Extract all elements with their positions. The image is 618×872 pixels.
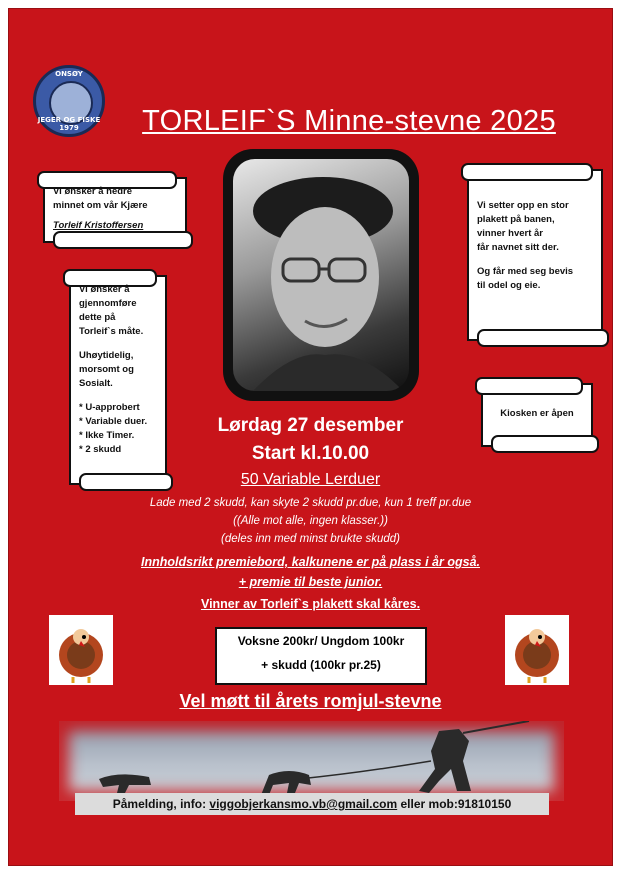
kiosk-text: Kiosken er åpen — [500, 408, 574, 419]
contact-info — [75, 793, 549, 815]
scroll-text: gjennomføre — [79, 298, 137, 309]
portrait-frame — [223, 149, 419, 401]
scroll-text: Torleif`s måte. — [79, 326, 144, 337]
scroll-text: til odel og eie. — [477, 280, 541, 291]
honoree-name: Torleif Kristoffersen — [53, 220, 144, 231]
scroll-curl — [53, 231, 193, 249]
scroll-text: Uhøytidelig, — [79, 350, 134, 361]
prize-line: Innholdsrikt premiebord, kalkunene er på plass i år også. — [141, 555, 480, 569]
portrait-photo — [233, 159, 409, 391]
scroll-text: dette på — [79, 312, 116, 323]
scroll-curl — [475, 377, 583, 395]
scroll-plaque — [467, 169, 603, 341]
rule-item: * Variable duer. — [79, 416, 148, 427]
rule-line: (deles inn med minst brukte skudd) — [221, 533, 400, 545]
email-link[interactable]: viggobjerkansmo.vb@gmail.com — [209, 797, 398, 811]
club-logo — [33, 65, 105, 137]
hunter-silhouette — [59, 721, 564, 801]
rule-item: * U-approbert — [79, 402, 140, 413]
price-line: + skudd (100kr pr.25) — [261, 658, 381, 672]
rule-item: * Ikke Timer. — [79, 430, 135, 441]
rule-line: Lade med 2 skudd, kan skyte 2 skudd pr.due, kun 1 treff pr.due — [149, 497, 472, 509]
scroll-curl — [477, 329, 609, 347]
start-time: Start kl.10.00 — [251, 443, 370, 464]
scroll-text: Og får med seg bevis — [477, 266, 574, 277]
page-title: TORLEIF`S Minne-stevne 2025 — [142, 105, 556, 137]
portrait-illustration — [233, 159, 409, 391]
scroll-text: Vi ønsker å — [79, 284, 130, 295]
scroll-text: Vi ønsker å hedre — [53, 186, 133, 197]
scroll-text: minnet om vår Kjære — [53, 200, 148, 211]
scroll-text: Vi setter opp en stor — [477, 200, 569, 211]
contact-phone: eller mob:91810150 — [397, 797, 512, 811]
scroll-text: Sosialt. — [79, 378, 113, 389]
scroll-rules — [69, 275, 167, 485]
prize-line: + premie til beste junior. — [238, 575, 383, 589]
scroll-text: får navnet sitt der. — [477, 242, 559, 253]
price-line: Voksne 200kr/ Ungdom 100kr — [237, 634, 405, 648]
scroll-text: plakett på banen, — [477, 214, 555, 225]
price-box — [215, 627, 427, 685]
contact-prefix: Påmelding, info: — [112, 797, 210, 811]
logo-top-text: ONSØY — [55, 70, 83, 78]
hunter-banner — [59, 721, 564, 801]
turkey-icon — [505, 615, 569, 685]
winner-line: Vinner av Torleif`s plakett skal kåres. — [200, 597, 421, 611]
rule-item: * 2 skudd — [79, 444, 122, 455]
poster — [8, 8, 613, 866]
turkey-icon — [49, 615, 113, 685]
event-date: Lørdag 27 desember — [217, 415, 404, 436]
welcome-text: Vel møtt til årets romjul-stevne — [179, 691, 442, 711]
scroll-text: vinner hvert år — [477, 228, 543, 239]
scroll-kiosk — [481, 383, 593, 447]
logo-bottom-text: JEGER OG FISKE 1979 — [37, 116, 101, 132]
rule-line: ((Alle mot alle, ingen klasser.)) — [233, 515, 388, 527]
scroll-honor — [43, 177, 187, 243]
event-name: 50 Variable Lerduer — [240, 471, 381, 488]
scroll-text: morsomt og — [79, 364, 134, 375]
